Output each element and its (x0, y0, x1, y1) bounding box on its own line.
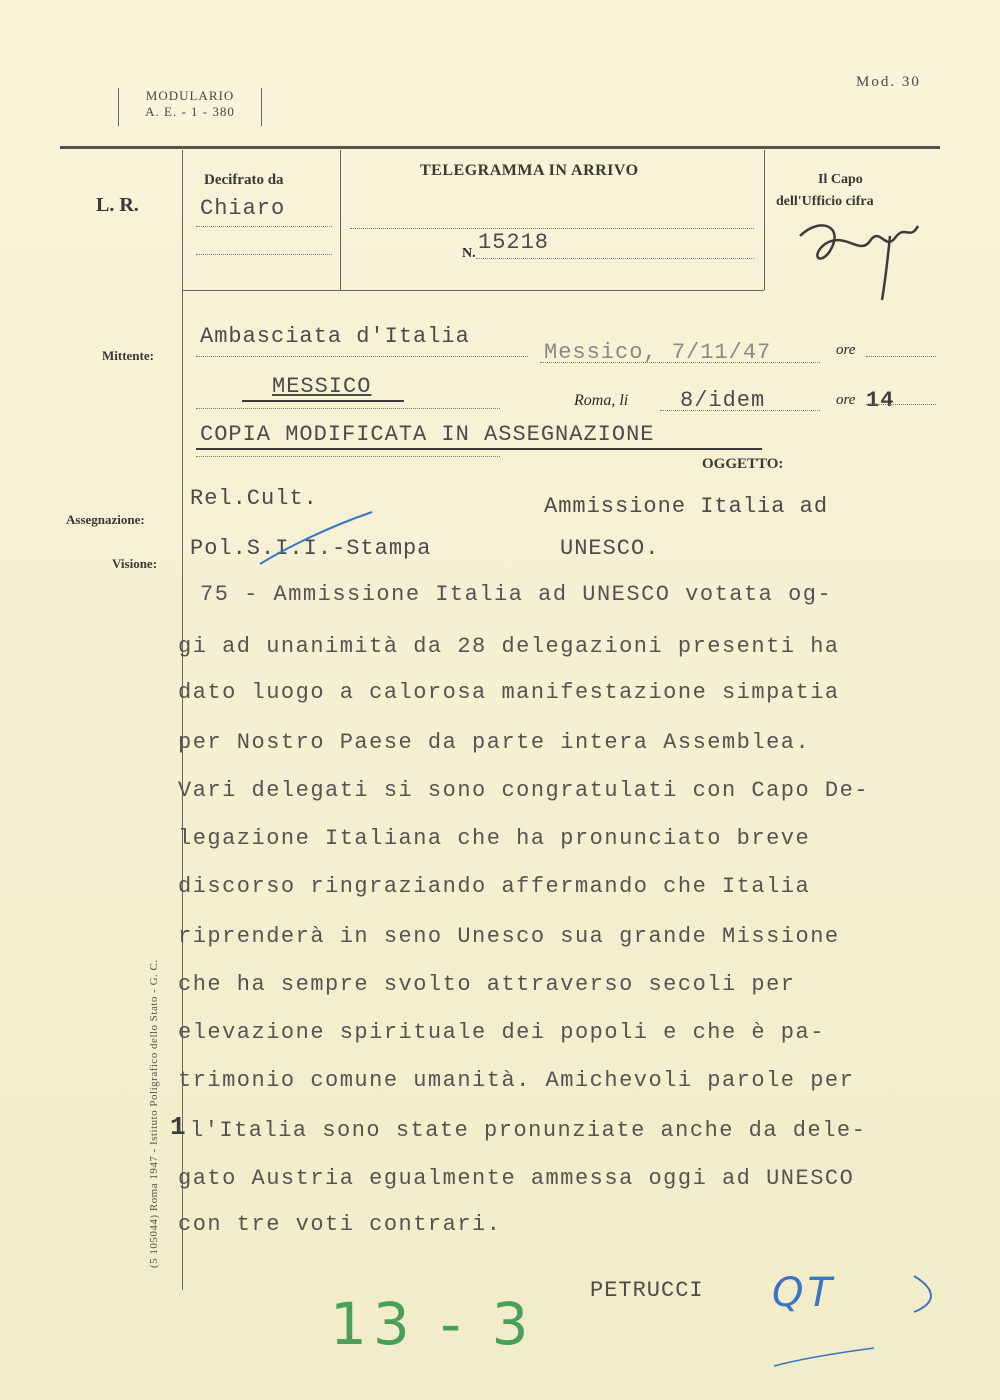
body-line: Vari delegati si sono congratulati con Capo De- (178, 778, 870, 803)
copia-dots (196, 456, 500, 457)
body-line: che ha sempre svolto attraverso secoli per (178, 972, 796, 997)
mittente-line2: MESSICO (272, 374, 372, 399)
body-line: trimonio comune umanità. Amichevoli parole per (178, 1068, 855, 1093)
decifrato-dots-2 (196, 254, 332, 255)
body-line: per Nostro Paese da parte intera Assemblea. (178, 730, 811, 755)
mittente-underline (242, 400, 404, 402)
mittente-label: Mittente: (102, 348, 154, 363)
modulario-box (118, 88, 262, 126)
title-dots (350, 228, 754, 229)
telegram-title: TELEGRAMMA IN ARRIVO (420, 162, 639, 179)
mittente-dots-2 (196, 408, 500, 409)
body-line: elevazione spirituale dei popoli e che è pa- (178, 1020, 825, 1045)
header-bottom-rule (182, 290, 764, 291)
lr-mark: L. R. (96, 194, 139, 216)
visione-label: Visione: (112, 556, 158, 571)
blue-strike-icon (256, 508, 376, 568)
roma-ore: 14 (866, 388, 895, 413)
oggetto-line2: UNESCO. (560, 536, 660, 561)
roma-dots (660, 410, 820, 411)
body-line: riprenderà in seno Unesco sua grande Missione (178, 924, 840, 949)
body-line: legazione Italiana che ha pronunciato breve (178, 826, 811, 851)
oggetto-line1: Ammissione Italia ad (544, 494, 829, 519)
ore-dots-2 (866, 404, 936, 405)
green-handwritten-number: 13 - 3 (330, 1290, 535, 1358)
side-print: (5 105044) Roma 1947 - Istituto Poligrafico dello Stato - G. C. (148, 959, 160, 1268)
modulario-line2: A. E. - 1 - 380 (145, 104, 235, 119)
capo-label-2: dell'Ufficio cifra (776, 194, 874, 209)
ore-label: ore (836, 342, 856, 358)
mittente-dots-1 (196, 356, 528, 357)
blue-initials-stroke-icon (764, 1262, 944, 1372)
ore-label-2: ore (836, 392, 856, 408)
body-line: con tre voti contrari. (178, 1212, 502, 1237)
copia-underline (196, 448, 762, 450)
mod-number: Mod. 30 (856, 74, 921, 90)
capo-label-1: Il Capo (818, 172, 863, 187)
body-line: l'Italia sono state pronunziate anche da dele- (190, 1118, 867, 1143)
decifrato-dots-1 (196, 226, 332, 227)
roma-date: 8/idem (680, 388, 766, 413)
capo-signature-icon (790, 196, 940, 304)
body-line: dato luogo a calorosa manifestazione simpatia (178, 680, 840, 705)
assegnazione-value: Rel.Cult. (190, 486, 318, 511)
origin-dots (540, 362, 820, 363)
body-line: discorso ringraziando affermando che Italia (178, 874, 811, 899)
number-value: 15218 (478, 230, 550, 255)
header-divider-1 (340, 150, 341, 290)
margin-mark: 1 (170, 1112, 187, 1142)
body-line: gato Austria egualmente ammessa oggi ad UNESCO (178, 1166, 855, 1191)
body-line: gi ad unanimità da 28 delegazioni presenti ha (178, 634, 840, 659)
number-prefix: N. (462, 246, 476, 261)
body-line: 75 - Ammissione Italia ad UNESCO votata og- (200, 582, 833, 607)
ore-dots (866, 356, 936, 357)
oggetto-label: OGGETTO: (702, 456, 784, 472)
roma-li-label: Roma, li (574, 392, 629, 409)
copia-note: COPIA MODIFICATA IN ASSEGNAZIONE (200, 422, 655, 447)
header-rule (60, 146, 940, 149)
mittente-line1: Ambasciata d'Italia (200, 324, 470, 349)
decifrato-value: Chiaro (200, 196, 286, 221)
modulario-line1: MODULARIO (145, 88, 235, 103)
origin-date: Messico, 7/11/47 (544, 340, 772, 365)
number-dots (476, 258, 754, 259)
signature: PETRUCCI (590, 1278, 704, 1303)
visione-value: Pol.S.I.I.-Stampa (190, 536, 432, 561)
assegnazione-label: Assegnazione: (66, 512, 145, 527)
header-divider-2 (764, 150, 765, 290)
blue-initials: QT (772, 1270, 836, 1316)
decifrato-label: Decifrato da (204, 172, 284, 188)
